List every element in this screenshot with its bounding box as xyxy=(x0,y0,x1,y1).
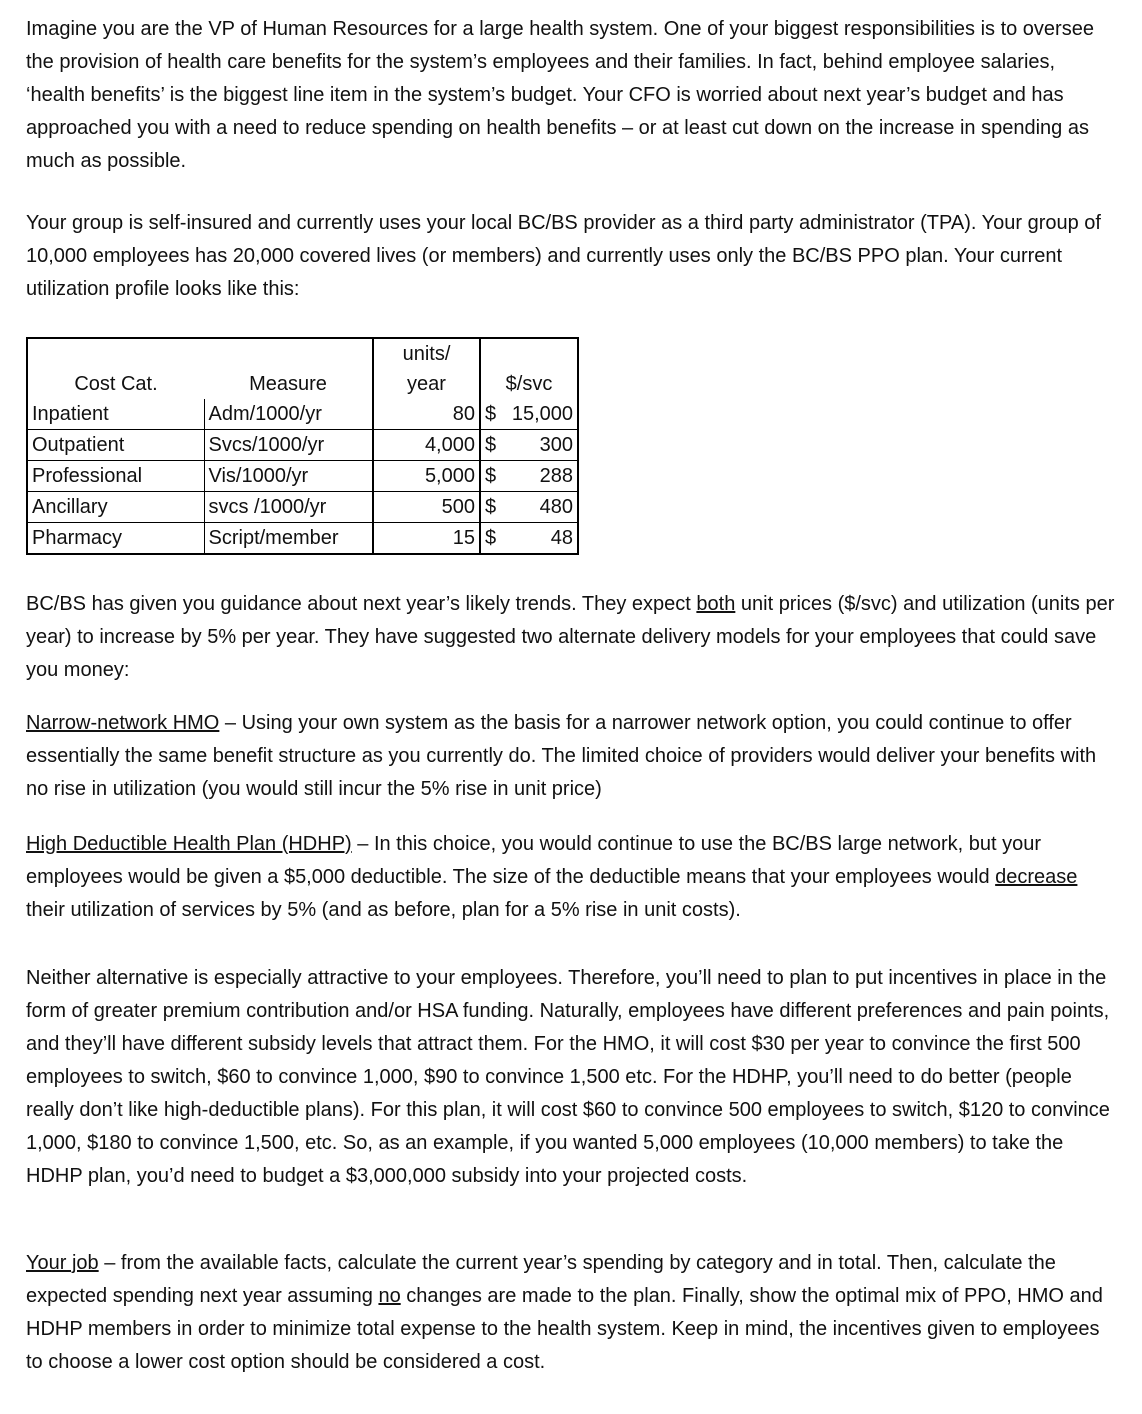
row-dollar: $ xyxy=(485,496,497,518)
row-units: 500 xyxy=(373,492,480,523)
table-row xyxy=(27,492,578,523)
header-units-year xyxy=(373,338,480,399)
intro-text: Imagine you are the VP of Human Resources for a large health system. One of your biggest responsibilities is to oversee the provision of health care benefits for the system’s employees and their families. In fact, behind employee salaries, ‘health benefits’ is the biggest line item in the system’s budget. Your CFO is worried about next year’s budget and has approached you with a need to reduce spending on health benefits – or at least cut down on the increase in spending as much as possible. xyxy=(26,18,1094,172)
header-units-line2: year xyxy=(407,373,446,395)
row-measure: Svcs/1000/yr xyxy=(204,430,373,461)
row-price xyxy=(480,461,578,492)
table-row xyxy=(27,461,578,492)
row-price-value: 48 xyxy=(550,527,573,549)
hdhp-paragraph xyxy=(26,828,1116,927)
table-row xyxy=(27,430,578,461)
job-emphasis: no xyxy=(378,1285,401,1307)
row-price-value: 480 xyxy=(539,496,573,518)
row-units: 80 xyxy=(373,399,480,430)
header-price: $/svc xyxy=(480,338,578,399)
row-measure: Adm/1000/yr xyxy=(204,399,373,430)
row-units: 5,000 xyxy=(373,461,480,492)
header-units-line1: units/ xyxy=(402,343,451,365)
row-measure: Script/member xyxy=(204,523,373,555)
row-cat: Inpatient xyxy=(27,399,204,430)
job-paragraph xyxy=(26,1247,1116,1379)
hdhp-title: High Deductible Health Plan (HDHP) xyxy=(26,833,352,855)
hdhp-text-a: – In this choice, you would continue to use the BC/BS large network, but your employees would be given a $5,000 deductible. The size of the deductible means that your employees would xyxy=(26,833,1041,888)
guidance-text-b: unit prices ($/svc) and utilization (units per year) to increase by 5% per year. They have suggested two alternate delivery models for your employees that could save you money: xyxy=(26,593,1115,681)
header-cost-cat: Cost Cat. xyxy=(27,338,204,399)
row-units: 15 xyxy=(373,523,480,555)
row-measure: svcs /1000/yr xyxy=(204,492,373,523)
row-units: 4,000 xyxy=(373,430,480,461)
row-dollar: $ xyxy=(485,527,497,549)
job-text-b: changes are made to the plan. Finally, show the optimal mix of PPO, HMO and HDHP members in order to minimize total expense to the health system. Keep in mind, the incentives given to employees to choose a lower cost option should be considered a cost. xyxy=(26,1285,1103,1373)
utilization-profile-table xyxy=(26,337,579,555)
hmo-paragraph xyxy=(26,707,1116,806)
job-text-a: – from the available facts, calculate the current year’s spending by category and in total. Then, calculate the expected spending next year assuming xyxy=(26,1252,1056,1307)
incentives-paragraph xyxy=(26,962,1116,1193)
row-cat: Outpatient xyxy=(27,430,204,461)
guidance-emphasis: both xyxy=(696,593,736,615)
job-title: Your job xyxy=(26,1252,99,1274)
table-header-row xyxy=(27,338,578,399)
guidance-paragraph xyxy=(26,588,1116,687)
group-paragraph xyxy=(26,207,1116,306)
row-dollar: $ xyxy=(485,465,497,487)
row-price xyxy=(480,492,578,523)
hmo-text: – Using your own system as the basis for a narrower network option, you could continue to offer essentially the same benefit structure as you currently do. The limited choice of providers would deliver your benefits with no rise in utilization (you would still incur the 5% rise in unit price) xyxy=(26,712,1097,800)
row-measure: Vis/1000/yr xyxy=(204,461,373,492)
header-measure: Measure xyxy=(204,338,373,399)
row-price xyxy=(480,430,578,461)
row-cat: Pharmacy xyxy=(27,523,204,555)
table-row xyxy=(27,523,578,555)
row-cat: Ancillary xyxy=(27,492,204,523)
row-price-value: 300 xyxy=(539,434,573,456)
guidance-text-a: BC/BS has given you guidance about next year’s likely trends. They expect xyxy=(26,593,697,615)
row-price xyxy=(480,523,578,555)
row-price-value: 15,000 xyxy=(511,403,573,425)
row-dollar: $ xyxy=(485,403,497,425)
hdhp-emphasis: decrease xyxy=(995,866,1078,888)
table-row xyxy=(27,399,578,430)
group-text: Your group is self-insured and currently uses your local BC/BS provider as a third party administrator (TPA). Your group of 10,000 employees has 20,000 covered lives (or members) and currently uses only the BC/BS PPO plan. Your current utilization profile looks like this: xyxy=(26,212,1101,300)
row-price xyxy=(480,399,578,430)
row-price-value: 288 xyxy=(539,465,573,487)
hmo-title: Narrow-network HMO xyxy=(26,712,220,734)
intro-paragraph xyxy=(26,13,1116,178)
incentives-text: Neither alternative is especially attractive to your employees. Therefore, you’ll need to plan to put incentives in place in the form of greater premium contribution and/or HSA funding. Naturally, employees have different preferences and pain points, and they’ll have different subsidy levels that attract them. For the HMO, it will cost $30 per year to convince the first 500 employees to switch, $60 to convince 1,000, $90 to convince 1,500 etc. For the HDHP, you’ll need to do better (people really don’t like high-deductible plans). For this plan, it will cost $60 to convince 500 employees to switch, $120 to convince 1,000, $180 to convince 1,500, etc. So, as an example, if you wanted 5,000 employees (10,000 members) to take the HDHP plan, you’d need to budget a $3,000,000 subsidy into your projected costs. xyxy=(26,967,1110,1187)
hdhp-text-b: their utilization of services by 5% (and as before, plan for a 5% rise in unit costs). xyxy=(26,899,741,921)
row-cat: Professional xyxy=(27,461,204,492)
row-dollar: $ xyxy=(485,434,497,456)
